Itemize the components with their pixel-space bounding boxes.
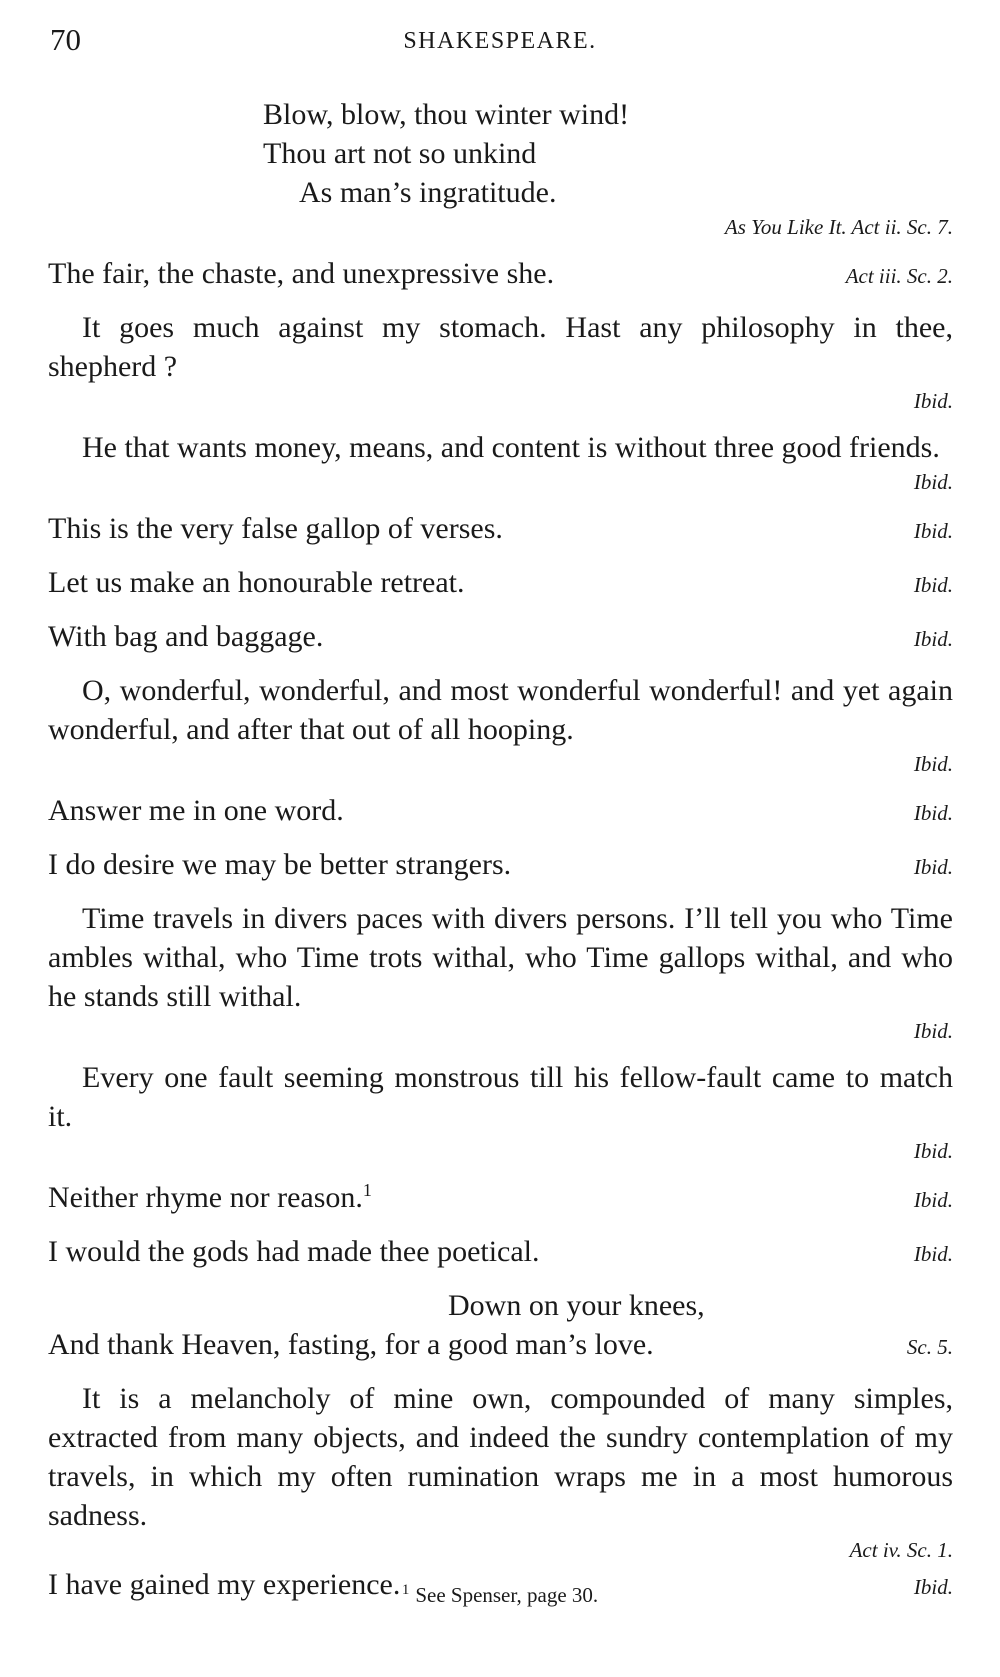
quotation-text: It is a melancholy of mine own, compounded of many simples, extracted from many objects, and indeed the sundry contemplation of my travels, in which my often rumination wraps me in a most humorous sadness. <box>48 1382 953 1532</box>
quotation <box>48 845 953 887</box>
page-number: 70 <box>50 22 81 57</box>
quotation <box>48 509 953 551</box>
quotation <box>48 428 953 497</box>
citation: Ibid. <box>913 627 953 651</box>
footnote-mark: 1 <box>401 1582 410 1598</box>
quotation <box>48 617 953 659</box>
quotation-text: I do desire we may be better strangers. <box>48 848 512 881</box>
quotation-text: Answer me in one word. <box>48 794 344 827</box>
footnote-text: See Spenser, page 30. <box>415 1583 599 1607</box>
footnote-reference[interactable]: 1 <box>362 1180 372 1200</box>
quotation <box>48 563 953 605</box>
citation: Ibid. <box>913 1242 953 1266</box>
verse-line: Down on your knees, <box>448 1289 705 1322</box>
citation: Ibid. <box>913 470 953 494</box>
quotation-text: The fair, the chaste, and unexpressive she. <box>48 257 555 290</box>
citation: As You Like It. Act ii. Sc. 7. <box>724 215 953 239</box>
quotation <box>48 1058 953 1166</box>
citation: Ibid. <box>913 1139 953 1163</box>
citation: Ibid. <box>913 389 953 413</box>
quotation-text: I would the gods had made thee poetical. <box>48 1235 540 1268</box>
quotation <box>48 254 953 296</box>
quotation-text: Let us make an honourable retreat. <box>48 566 465 599</box>
citation: Ibid. <box>913 1019 953 1043</box>
quotation-text: He that wants money, means, and content is without three good friends. <box>82 431 940 464</box>
citation: Sc. 5. <box>906 1335 953 1359</box>
citation: Ibid. <box>913 801 953 825</box>
citation: Ibid. <box>913 1575 953 1599</box>
citation: Act iii. Sc. 2. <box>845 264 953 288</box>
quotation-text: Time travels in divers paces with divers persons. I’ll tell you who Time ambles withal, who Time trots withal, who Time gallops withal, and who he stands still withal. <box>48 902 953 1013</box>
quotation <box>48 899 953 1046</box>
quotation <box>48 791 953 833</box>
running-head-title: SHAKESPEARE. <box>403 28 597 54</box>
quotation-text: O, wonderful, wonderful, and most wonderful wonderful! and yet again wonderful, and after that out of all hooping. <box>48 674 953 746</box>
footnote <box>0 1582 1000 1608</box>
verse-line: And thank Heaven, fasting, for a good man’s love. <box>48 1328 654 1361</box>
quotation <box>48 308 953 416</box>
citation: Ibid. <box>913 519 953 543</box>
verse-quotation <box>48 1286 953 1367</box>
quotation <box>48 1178 953 1220</box>
verse-quotation <box>263 95 953 212</box>
quotation <box>48 1379 953 1565</box>
verse-line: Blow, blow, thou winter wind! <box>263 98 630 131</box>
quotation-text: Every one fault seeming monstrous till his fellow-fault came to match it. <box>48 1061 953 1133</box>
quotation-text: With bag and baggage. <box>48 620 324 653</box>
quotation-text: Neither rhyme nor reason.$^1$ <box>48 1180 372 1214</box>
quotation-text: I have gained my experience. <box>48 1568 401 1601</box>
quotation-text: This is the very false gallop of verses. <box>48 512 503 545</box>
verse-line: As man’s ingratitude. <box>299 176 557 209</box>
citation: Ibid. <box>913 573 953 597</box>
quotation <box>48 671 953 779</box>
quotation-list <box>48 95 953 1607</box>
page-header <box>50 22 950 62</box>
quotation-text: It goes much against my stomach. Hast any philosophy in thee, shepherd ? <box>48 311 953 383</box>
quotation <box>48 1232 953 1274</box>
citation: Ibid. <box>913 855 953 879</box>
verse-line: Thou art not so unkind <box>263 137 537 170</box>
citation: Ibid. <box>913 1188 953 1212</box>
citation: Ibid. <box>913 752 953 776</box>
citation: Act iv. Sc. 1. <box>849 1538 953 1562</box>
